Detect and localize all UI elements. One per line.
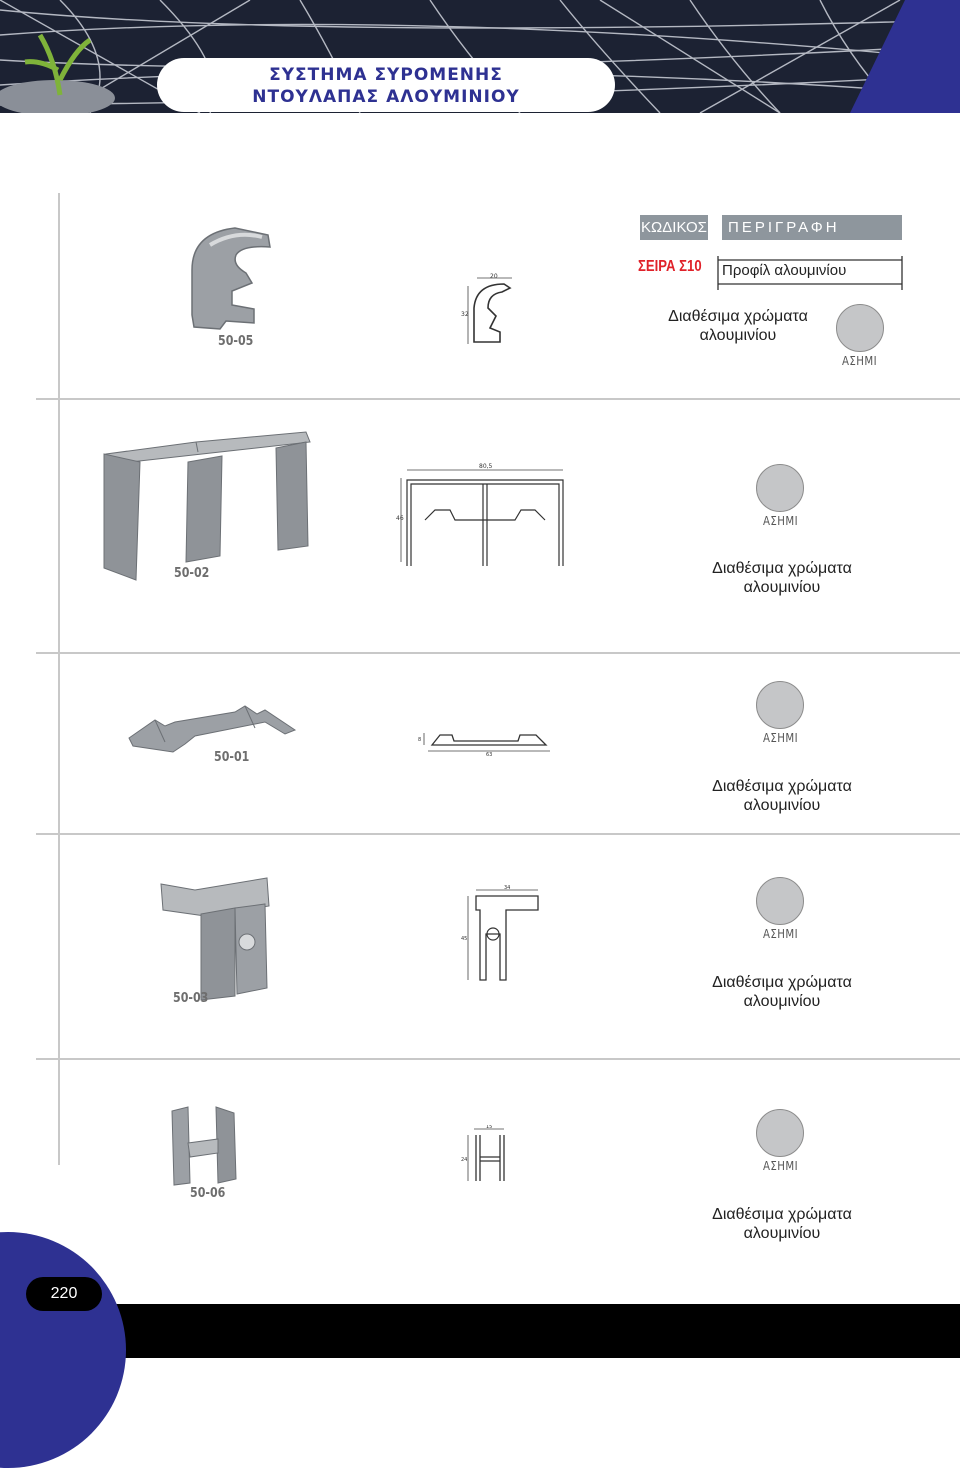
color-swatch xyxy=(836,304,884,352)
row-divider xyxy=(36,398,960,400)
dim-height: 32 xyxy=(461,311,469,318)
dim-width: 80,5 xyxy=(479,463,493,470)
profile-3d-50-06 xyxy=(168,1103,243,1188)
dim-width: 20 xyxy=(490,273,498,280)
available-line-1: Διαθέσιμα χρώματα xyxy=(712,1206,852,1223)
title-line-1: ΣΥΣΤΗΜΑ ΣΥΡΟΜΕΝΗΣ xyxy=(269,65,503,85)
title-line-2: ΝΤΟΥΛΑΠΑΣ ΑΛΟΥΜΙΝΙΟΥ xyxy=(252,87,520,107)
series-label: ΣΕΙΡΑ Σ10 xyxy=(638,258,702,275)
drawing-50-06 xyxy=(460,1125,510,1185)
drawing-50-02 xyxy=(395,462,570,570)
color-name: ΑΣΗΜΙ xyxy=(842,354,878,368)
dim-width: 15 xyxy=(486,1125,493,1130)
product-code: 50-01 xyxy=(214,750,250,765)
description-header: ΠΕΡΙΓΡΑΦΗ xyxy=(722,215,902,240)
profile-3d-50-03 xyxy=(155,870,275,1002)
available-colors-text xyxy=(658,307,818,345)
dim-height: 8 xyxy=(418,737,422,743)
profile-3d-50-02 xyxy=(100,428,315,583)
available-colors-text xyxy=(702,973,862,1011)
dim-height: 46 xyxy=(396,515,404,522)
drawing-50-01 xyxy=(418,725,558,757)
color-swatch xyxy=(756,1109,804,1157)
drawing-50-03 xyxy=(460,884,545,984)
dim-height: 24 xyxy=(461,1157,468,1163)
color-name: ΑΣΗΜΙ xyxy=(763,731,799,745)
available-line-1: Διαθέσιμα χρώματα xyxy=(668,308,808,325)
product-code: 50-02 xyxy=(174,566,210,581)
product-code: 50-05 xyxy=(218,334,254,349)
available-line-1: Διαθέσιμα χρώματα xyxy=(712,974,852,991)
page-number: 220 xyxy=(26,1277,102,1311)
color-swatch xyxy=(756,877,804,925)
left-divider xyxy=(58,193,60,1165)
code-header: ΚΩΔΙΚΟΣ xyxy=(640,215,708,240)
dim-height: 45 xyxy=(461,936,468,942)
profile-3d-50-05 xyxy=(180,225,280,335)
available-line-2: αλουμινίου xyxy=(699,327,777,344)
available-line-2: αλουμινίου xyxy=(743,993,821,1010)
color-name: ΑΣΗΜΙ xyxy=(763,1159,799,1173)
available-colors-text xyxy=(702,559,862,597)
product-code: 50-06 xyxy=(190,1186,226,1201)
color-name: ΑΣΗΜΙ xyxy=(763,514,799,528)
description-text: Προφίλ αλουμινίου xyxy=(722,262,847,279)
color-swatch xyxy=(756,464,804,512)
product-code: 50-03 xyxy=(173,991,209,1006)
available-line-2: αλουμινίου xyxy=(743,1225,821,1242)
available-line-2: αλουμινίου xyxy=(743,797,821,814)
profile-3d-50-01 xyxy=(125,700,300,755)
footer-bar xyxy=(0,1304,960,1358)
available-line-2: αλουμινίου xyxy=(743,579,821,596)
color-swatch xyxy=(756,681,804,729)
dim-width: 63 xyxy=(486,752,493,757)
color-name: ΑΣΗΜΙ xyxy=(763,927,799,941)
available-colors-text xyxy=(702,777,862,815)
page-title xyxy=(157,58,615,112)
row-divider xyxy=(36,1058,960,1060)
dim-width: 34 xyxy=(504,885,511,891)
drawing-50-05 xyxy=(460,272,530,350)
row-divider xyxy=(36,833,960,835)
footer-accent xyxy=(0,1232,126,1468)
available-line-1: Διαθέσιμα χρώματα xyxy=(712,778,852,795)
row-divider xyxy=(36,652,960,654)
available-line-1: Διαθέσιμα χρώματα xyxy=(712,560,852,577)
available-colors-text xyxy=(702,1205,862,1243)
